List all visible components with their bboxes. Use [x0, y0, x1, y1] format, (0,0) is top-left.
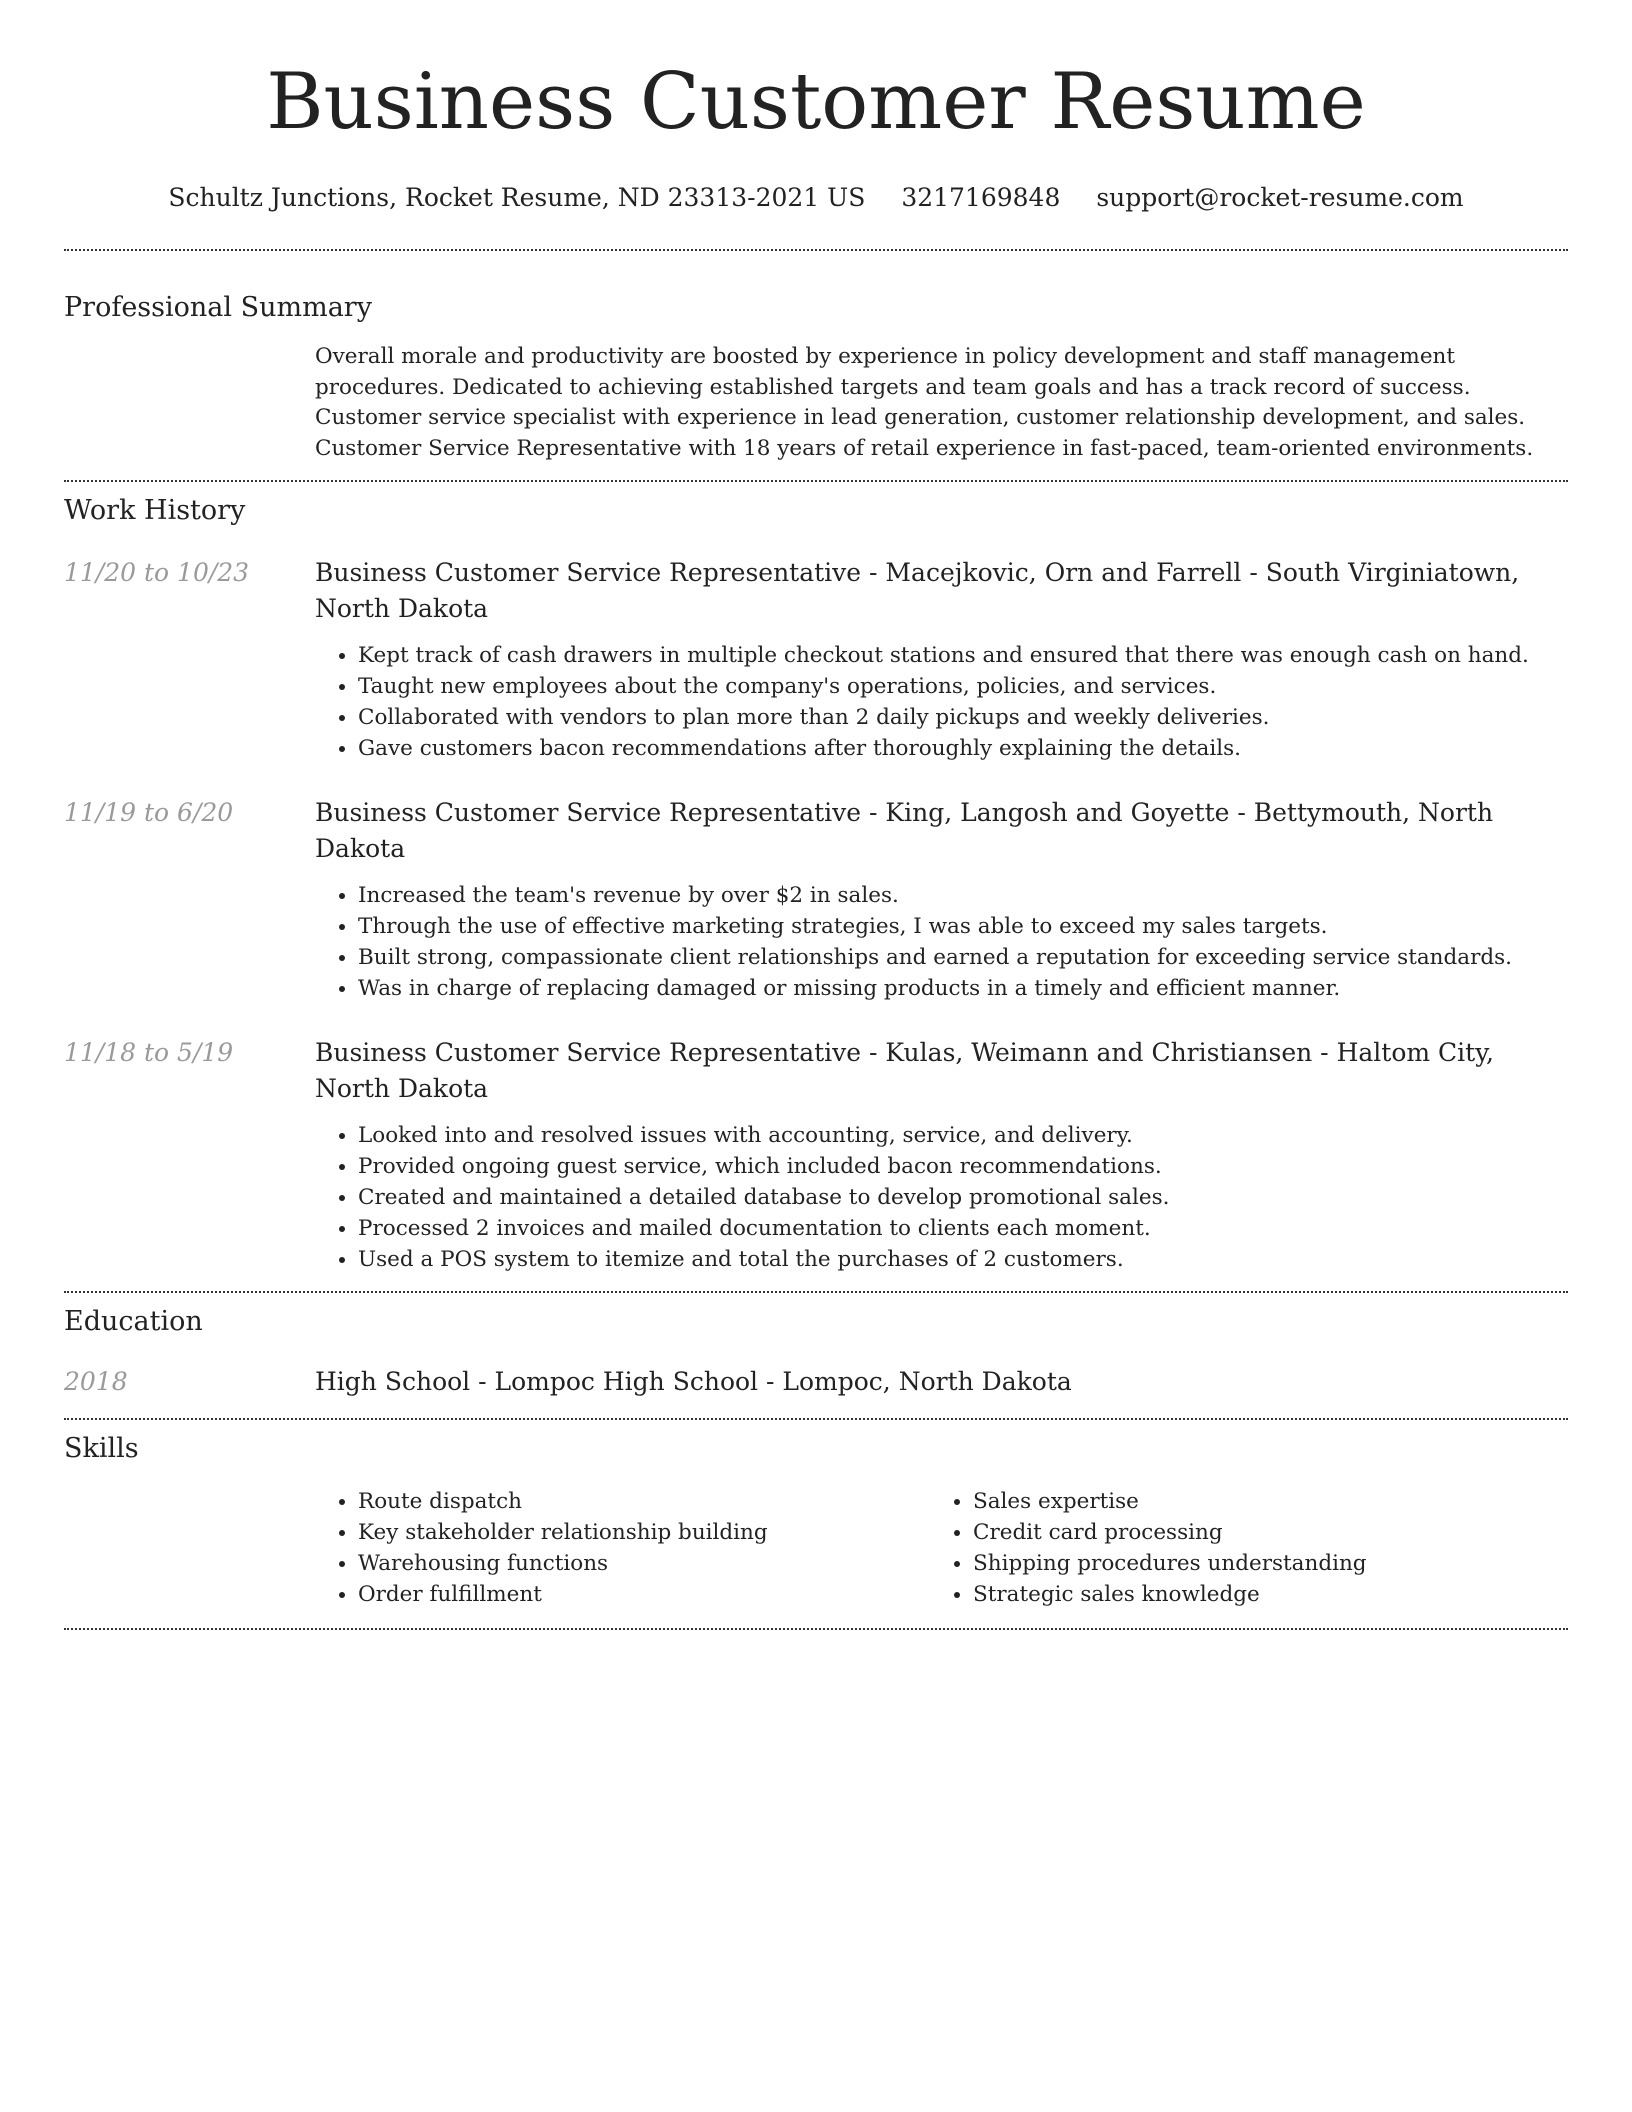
contact-phone: 3217169848: [901, 183, 1061, 212]
skill-item: • Strategic sales knowledge: [973, 1579, 1545, 1610]
job-bullet: • Gave customers bacon recommendations after thoroughly explaining the details.: [358, 733, 1568, 764]
job-dates: 11/20 to 10/23: [64, 558, 250, 587]
education-entry: [64, 1364, 1568, 1400]
divider: [64, 1291, 1568, 1293]
job-bullet: • Used a POS system to itemize and total the purchases of 2 customers.: [358, 1244, 1568, 1275]
job-bullet: • Through the use of effective marketing strategies, I was able to exceed my sales targets.: [358, 911, 1568, 942]
skill-item: • Sales expertise: [973, 1486, 1545, 1517]
divider: [64, 249, 1568, 251]
resume-name: Business Customer Resume: [266, 57, 1366, 147]
education-content: [315, 1364, 1568, 1400]
job-bullet: • Provided ongoing guest service, which included bacon recommendations.: [358, 1151, 1568, 1182]
job-bullet: • Collaborated with vendors to plan more than 2 daily pickups and weekly deliveries.: [358, 702, 1568, 733]
contact-line: [64, 182, 1568, 214]
skills-list: [315, 1486, 930, 1610]
contact-address: Schultz Junctions, Rocket Resume, ND 23313-2021 US: [168, 183, 866, 212]
resume-header: [64, 0, 1568, 214]
skill-item: • Route dispatch: [358, 1486, 930, 1517]
education-heading: Education: [64, 1306, 203, 1337]
education-year: 2018: [64, 1367, 128, 1396]
job-entry: [64, 1035, 1568, 1275]
job-bullets: [315, 640, 1568, 764]
job-bullet: • Taught new employees about the company's operations, policies, and services.: [358, 671, 1568, 702]
job-title: Business Customer Service Representative - Macejkovic, Orn and Farrell - South Virginiatown, North Dakota: [315, 558, 1520, 623]
job-dates: 11/19 to 6/20: [64, 798, 234, 827]
job-content: [315, 555, 1568, 764]
job-title: Business Customer Service Representative - Kulas, Weimann and Christiansen - Haltom City, North Dakota: [315, 1038, 1494, 1103]
education-detail: High School - Lompoc High School - Lompoc, North Dakota: [315, 1367, 1072, 1396]
job-bullet: • Created and maintained a detailed database to develop promotional sales.: [358, 1182, 1568, 1213]
job-entry: [64, 555, 1568, 764]
job-dates: 11/18 to 5/19: [64, 1038, 234, 1067]
skill-item: • Warehousing functions: [358, 1548, 930, 1579]
divider: [64, 1628, 1568, 1630]
divider: [64, 480, 1568, 482]
work-history-heading: Work History: [64, 495, 246, 526]
job-entry: [64, 795, 1568, 1004]
job-bullet: • Was in charge of replacing damaged or missing products in a timely and efficient manner.: [358, 973, 1568, 1004]
job-bullet: • Built strong, compassionate client relationships and earned a reputation for exceeding service standards.: [358, 942, 1568, 973]
skills-column-left: [315, 1486, 930, 1610]
divider: [64, 1418, 1568, 1420]
skills-section: [64, 1432, 1568, 1610]
skills-list: [930, 1486, 1545, 1610]
job-content: [315, 795, 1568, 1004]
job-bullet: • Looked into and resolved issues with accounting, service, and delivery.: [358, 1120, 1568, 1151]
skills-columns: [315, 1486, 1568, 1610]
skills-heading: Skills: [64, 1433, 139, 1464]
job-title: Business Customer Service Representative - King, Langosh and Goyette - Bettymouth, North Dakota: [315, 798, 1494, 863]
job-bullets: [315, 1120, 1568, 1275]
job-content: [315, 1035, 1568, 1275]
summary-section: [64, 291, 1568, 464]
skill-item: • Credit card processing: [973, 1517, 1545, 1548]
skill-item: • Key stakeholder relationship building: [358, 1517, 930, 1548]
summary-heading: Professional Summary: [64, 292, 372, 323]
skill-item: • Order fulfillment: [358, 1579, 930, 1610]
job-bullet: • Kept track of cash drawers in multiple checkout stations and ensured that there was enough cash on hand.: [358, 640, 1568, 671]
job-bullets: [315, 880, 1568, 1004]
work-history-section: [64, 494, 1568, 1275]
skills-column-right: [930, 1486, 1545, 1610]
summary-text: Overall morale and productivity are boosted by experience in policy development and staff management procedures. Dedicated to achieving established targets and team goals and has a track record of success. Customer service specialist with experience in lead generation, customer relationship development, and sales. Customer Service Representative with 18 years of retail experience in fast-paced, team-oriented environments.: [315, 344, 1534, 461]
education-section: [64, 1305, 1568, 1400]
skill-item: • Shipping procedures understanding: [973, 1548, 1545, 1579]
job-bullet: • Increased the team's revenue by over $2 in sales.: [358, 880, 1568, 911]
contact-email: support@rocket-resume.com: [1096, 183, 1464, 212]
job-bullet: • Processed 2 invoices and mailed documentation to clients each moment.: [358, 1213, 1568, 1244]
